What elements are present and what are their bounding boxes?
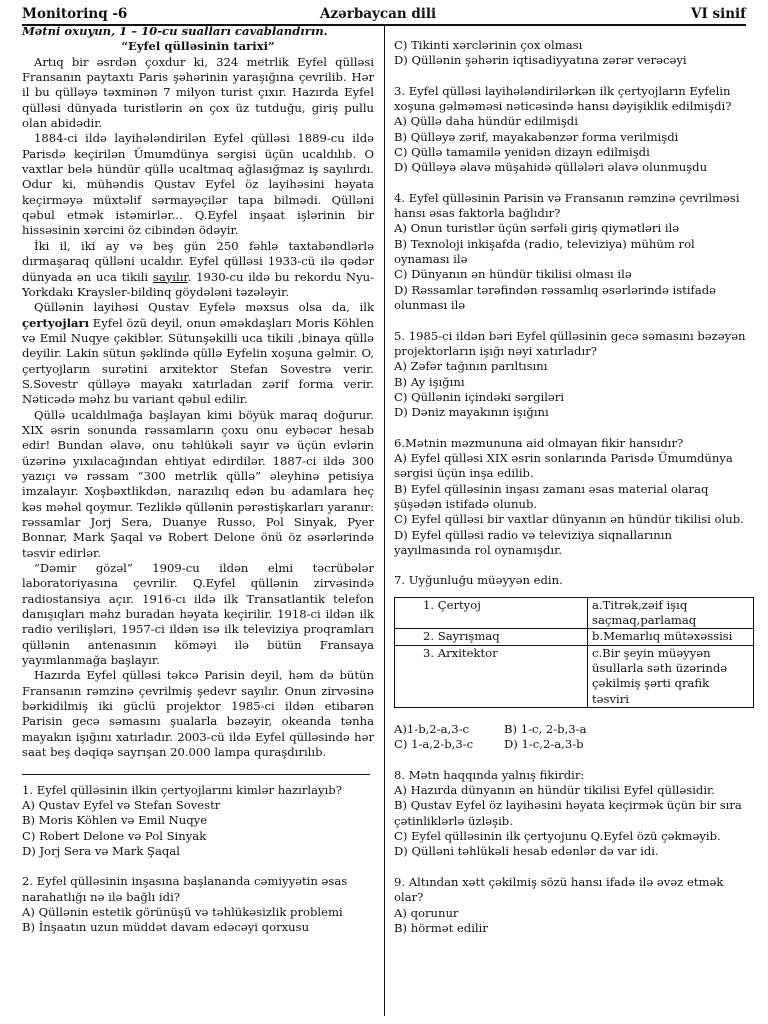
question-3-text: 3. Eyfel qülləsi layihələndirilərkən ilk çertyojların Eyfelin xoşuna gəlməməsi nəticəsində hansı dəyişiklik edilmişdi?	[394, 83, 732, 114]
question-7-option-d: D) 1-c,2-a,3-b	[504, 737, 584, 752]
paragraph-5: Qüllə ucaldılmağa başlayan kimi böyük maraq doğurur. XIX əsrin sonunda rəssamların çoxu onu eybəcər hesab edir! Bundan əlavə, onu təhlükəli sayır və üçün evlərin üzərinə yıxılacağından ehtiyat edirdilər. 1887-ci ildə 300 yazıçı və rəssam “300 metrlik qüllə” əleyhinə petisiya imzalayır. Xoşbəxtlikdən, narazılıq edən bu adamlara heç kəs məhəl qoymur. Tezliklə qüllənin pərəstişkarları yaranır: rəssamlar Jorj Sera, Duanye Russo, Pol Sinyak, Pyer Bonnar, Mark Şaqal və Robert Delone önü öz əsərlərində təsvir edirlər.	[22, 407, 374, 560]
question-9-option-a: A) qorunur	[394, 905, 459, 920]
question-2-option-b: B) İnşaatın uzun müddət davam edəcəyi qorxusu	[22, 920, 310, 935]
term-cell: 2. Sayrışmaq	[395, 629, 588, 645]
question-8	[394, 768, 746, 860]
question-4-option-d: D) Rəssamlar tərəfindən rəssamlıq əsərlərində istifadə olunması ilə	[394, 282, 717, 313]
bold-word: çertyojları	[22, 315, 89, 330]
paragraph-7: Hazırda Eyfel qülləsi təkcə Parisin deyil, həm də bütün Fransanın rəmzinə çevrilmiş şedevr sayılır. Onun zirvəsinə bərkidilmiş iki güclü projektor 1985-ci ildən etibarən Parisin gecə səmasını şualarla bəzəyir, okeanda tənha mayakın işığını xatırladır. 2003-cü ildə Eyfel qülləsində hər saat beş dəqiqə sayrışan 20.000 lampa quraşdırılıb.	[22, 668, 374, 760]
definition-cell: b.Memarlıq mütəxəssisi	[588, 629, 754, 645]
question-7-answers-row-2	[394, 737, 746, 752]
question-7-answers-row-1	[394, 722, 746, 737]
term-cell: 1. Çertyoj	[395, 597, 588, 629]
paragraph-4	[22, 300, 374, 407]
question-7-option-a: A)1-b,2-a,3-c	[394, 722, 469, 737]
paragraph-4-part-1: Qüllənin layihəsi Qustav Eyfelə məxsus olsa da, ilk	[34, 300, 374, 315]
header-grade: VI sinif	[691, 6, 746, 22]
question-8-option-a: A) Hazırda dünyanın ən hündür tikilisi Eyfel qülləsidir.	[394, 783, 715, 798]
question-2-option-c: C) Tikinti xərclərinin çox olması	[394, 38, 583, 52]
question-8-text: 8. Mətn haqqında yalnış fikirdir:	[394, 767, 585, 782]
page-header	[22, 6, 746, 26]
definition-cell: c.Bir şeyin müəyyən üsullarla səth üzərində çəkilmiş şərti qrafik təsviri	[588, 645, 754, 707]
question-6	[394, 436, 746, 559]
paragraph-3	[22, 239, 374, 300]
table-row	[395, 645, 754, 707]
question-8-option-d: D) Qülləni təhlükəli hesab edənlər də var idi.	[394, 844, 659, 859]
question-2-option-d: D) Qüllənin şəhərin iqtisadiyyatına zərər verəcəyi	[394, 53, 687, 68]
question-1-option-b: B) Moris Köhlen və Emil Nuqye	[22, 813, 208, 828]
question-1-text: 1. Eyfel qülləsinin ilkin çertyojlarını kimlər hazırlayıb?	[22, 782, 342, 797]
question-3-option-d: D) Qülləyə əlavə müşahidə qüllələri əlavə olunmuşdu	[394, 160, 708, 175]
question-3	[394, 84, 746, 176]
definition-cell: a.Titrək,zəif işıq saçmaq,parlamaq	[588, 597, 754, 629]
question-7-option-c: C) 1-a,2-b,3-c	[394, 737, 474, 752]
paragraph-3-part-2: . 1930-cu ildə bu rekordu Nyu-Yorkdakı Kraysler-bildinq göydələni təzələyir.	[22, 269, 375, 299]
question-5-option-a: A) Zəfər tağının parıltısını	[394, 359, 548, 374]
question-1-option-d: D) Jorj Sera və Mark Şaqal	[22, 843, 180, 858]
question-8-option-c: C) Eyfel qülləsinin ilk çertyojunu Q.Eyfel özü çəkməyib.	[394, 829, 721, 844]
question-7-text: 7. Uyğunluğu müəyyən edin.	[394, 573, 563, 588]
table-row	[395, 629, 754, 645]
question-3-option-b: B) Qülləyə zərif, mayakabənzər forma verilmişdi	[394, 129, 679, 144]
left-column	[22, 24, 374, 936]
question-9-text: 9. Altından xətt çəkilmiş sözü hansı ifadə ilə əvəz etmək olar?	[394, 874, 724, 905]
question-4-text: 4. Eyfel qülləsinin Parisin və Fransanın rəmzinə çevrilməsi hansı əsas faktorla bağlıdır?	[394, 190, 740, 221]
paragraph-6: “Dəmir gözəl” 1909-cu ildən elmi təcrübələr laboratoriyasına çevrilir. Q.Eyfel qüllənin zirvəsində radiostansiya açır. 1916-cı ildə ilk Transatlantik telefon danışıqları məhz buradan həyata keçirilir. 1918-ci ildən ilk radio verilişləri, 1957-ci ildən isə ilk televiziya proqramları qüllənin antenasının köməyi ilə bütün Fransaya yayımlanmağa başlayır.	[22, 561, 374, 668]
question-9	[394, 875, 746, 936]
question-2-continued	[394, 38, 746, 69]
column-divider	[384, 26, 385, 1016]
question-6-option-d: D) Eyfel qülləsi radio və televiziya siqnallarının yayılmasında rol oynamışdır.	[394, 527, 672, 557]
question-3-option-a: A) Qüllə daha hündür edilmişdi	[394, 114, 578, 129]
text-title: “Eyfel qülləsinin tarixi”	[121, 39, 275, 54]
question-5	[394, 329, 746, 421]
question-2	[22, 874, 374, 935]
question-1-option-a: A) Qustav Eyfel və Stefan Sovestr	[22, 797, 221, 812]
question-6-option-b: B) Eyfel qülləsinin inşası zamanı əsas material olaraq şüşədən istifadə olunub.	[394, 481, 709, 511]
question-5-text: 5. 1985-ci ildən bəri Eyfel qülləsinin gecə səmasını bəzəyən projektorların işığı nəyi xatırladır?	[394, 328, 746, 358]
question-5-option-c: C) Qüllənin içindəki sərgiləri	[394, 389, 565, 404]
underlined-word: sayılır	[152, 269, 188, 284]
question-4-option-c: C) Dünyanın ən hündür tikilisi olması ilə	[394, 267, 632, 282]
header-subject: Azərbaycan dili	[320, 6, 437, 22]
instruction: Mətni oxuyun, 1 – 10-cu sualları cavablandırın.	[22, 24, 328, 38]
question-6-option-a: A) Eyfel qülləsi XIX əsrin sonlarında Parisdə Ümumdünya sərgisi üçün inşa edilib.	[394, 450, 733, 481]
paragraph-3-part-1: İki il, iki ay və beş gün 250 fəhlə taxtabəndlərlə dırmaşaraq qülləni ucaldır. Eyfel qülləsi 1933-cü ilə qədər dünyada ən uca tikili	[22, 238, 374, 284]
question-6-text: 6.Mətnin məzmununa aid olmayan fikir hansıdır?	[394, 435, 684, 450]
question-4-option-b: B) Texnoloji inkişafda (radio, televiziya) mühüm rol oynaması ilə	[394, 236, 695, 267]
question-2-text: 2. Eyfel qülləsinin inşasına başlananda cəmiyyətin əsas narahatlığı nə ilə bağlı idi?	[22, 874, 348, 904]
question-8-option-b: B) Qustav Eyfel öz layihəsini həyata keçirmək üçün bir sıra çətinliklərlə üzləşib.	[394, 798, 742, 828]
question-4-option-a: A) Onun turistlər üçün sərfəli giriş qiymətləri ilə	[394, 221, 680, 236]
paragraph-2: 1884-ci ildə layihələndirilən Eyfel qülləsi 1889-cu ildə Parisdə keçirilən Ümumdünya sərgisi üçün ucaldılıb. O vaxtlar belə hündür qüllə ucaltmaq ağlasığmaz iş sayılırdı. Odur ki, mühəndis Qustav Eyfel öz layihəsini həyata keçirməyə müxtəlif sərmayəçilər tapa bilmədi. Qülləni qəbul etmək istəmirlər... Q.Eyfel inşaat işlərinin bir hissəsinin xərcini öz cibindən ödəyir.	[22, 131, 374, 238]
section-rule	[22, 774, 370, 775]
term-cell: 3. Arxitektor	[395, 645, 588, 707]
question-7-option-b: B) 1-c, 2-b,3-a	[504, 722, 587, 737]
question-5-option-b: B) Ay işığını	[394, 374, 465, 389]
question-9-option-b: B) hörmət edilir	[394, 920, 488, 935]
paragraph-1: Artıq bir əsrdən çoxdur ki, 324 metrlik Eyfel qülləsi Fransanın paytaxtı Paris şəhərinin yaraşığına çevrilib. Hər il bu qülləyə təxminən 7 milyon turist çıxır. Hazırda Eyfel qülləsi dünyada turistlərin ən çox üz tutduğu, giriş pullu olan abidədir.	[22, 54, 374, 131]
paragraph-4-part-2: Eyfel özü deyil, onun əməkdaşları Moris Köhlen və Emil Nuqye çəkiblər. Sütunşəkilli uca tikili ,binaya qüllə deyilir. Lakin sütun şəklində qüllə Eyfelin xoşuna gəlmir. O, çertyojların surətini arxitektor Stefan Sovestrə verir. S.Sovestr qülləyə mayakı xatırladan zərif forma verir. Nəticədə məhz bu variant qəbul edilir.	[22, 315, 374, 407]
question-3-option-c: C) Qüllə tamamilə yenidən dizayn edilmişdi	[394, 145, 650, 160]
question-1-option-c: C) Robert Delone və Pol Sinyak	[22, 828, 207, 843]
question-5-option-d: D) Dəniz mayakının işığını	[394, 405, 549, 420]
question-4	[394, 191, 746, 314]
matching-table	[394, 597, 754, 708]
right-column	[394, 38, 746, 936]
question-1	[22, 783, 374, 860]
table-row	[395, 597, 754, 629]
question-2-option-a: A) Qüllənin estetik görünüşü və təhlükəsizlik problemi	[22, 904, 343, 919]
header-monitoring: Monitorinq -6	[22, 6, 128, 22]
question-7	[394, 573, 746, 752]
question-6-option-c: C) Eyfel qülləsi bir vaxtlar dünyanın ən hündür tikilisi olub.	[394, 512, 744, 527]
